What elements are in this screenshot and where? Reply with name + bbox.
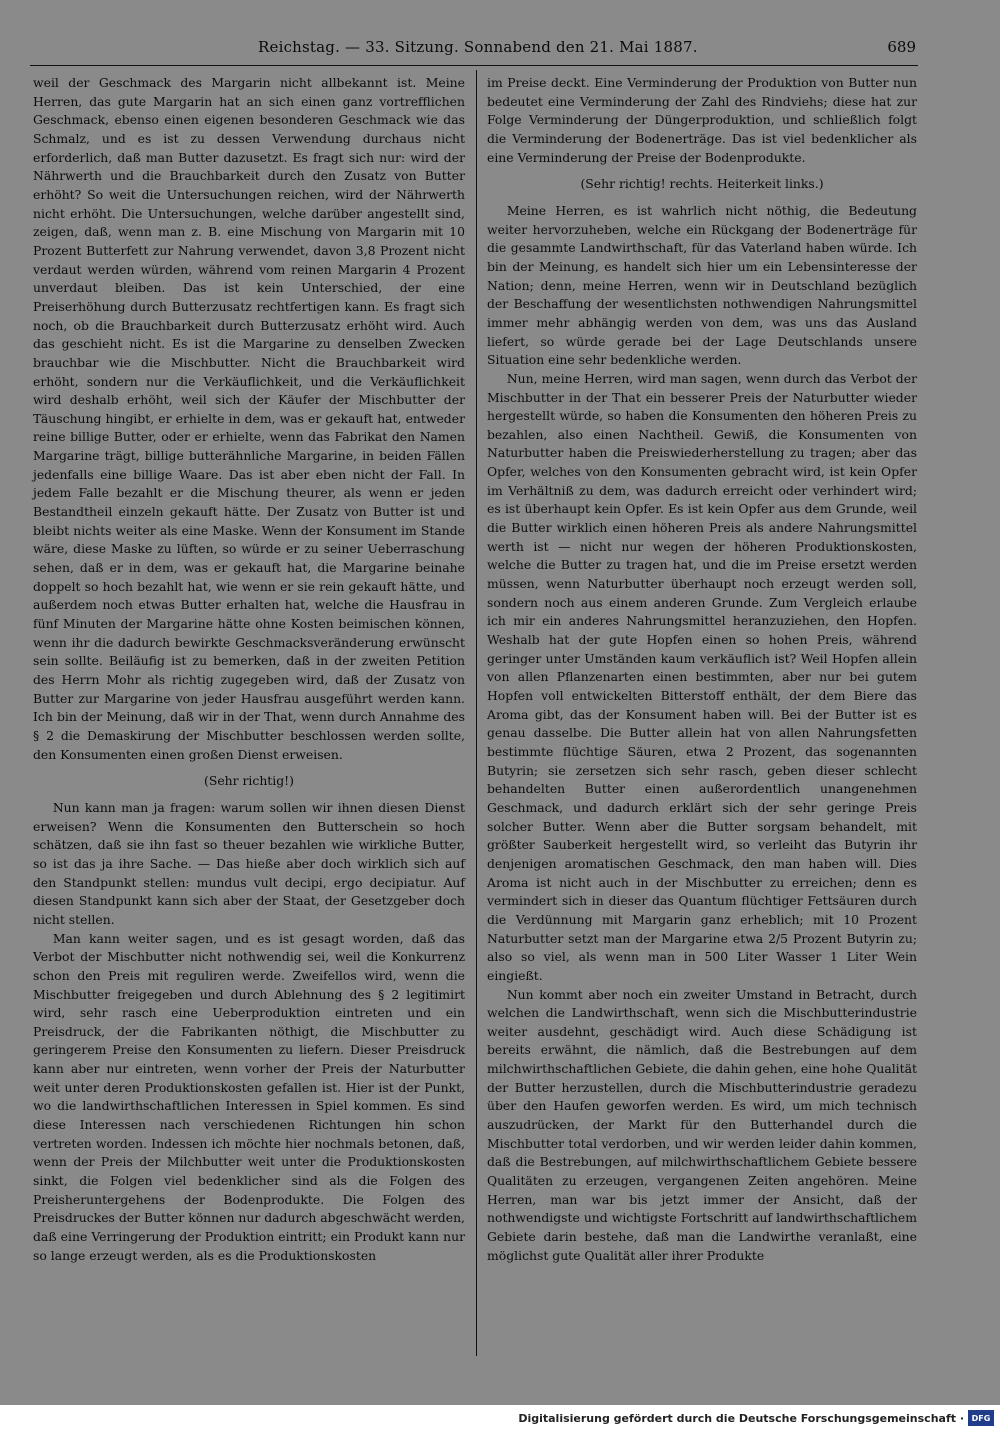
paragraph: Meine Herren, es ist wahrlich nicht nöthig, die Bedeutung weiter hervorzuheben, welche ein Rückgang der Bodenerträge für die gesammte Landwirthschaft, für das Vaterland haben würde. Ich bin der Meinung, es handelt sich hier um ein Lebensinteresse der Nation; denn, meine Herren, wenn wir in Deutschland bezüglich der Beschaffung der wesentlichsten nothwendigen Nahrungsmittel immer mehr abhängig werden von dem, was uns das Ausland liefert, so würde gerade bei der Lage Deutschlands unsere Situation eine sehr bedenkliche werden. <box>487 202 917 368</box>
dfg-logo: DFG <box>968 1410 994 1426</box>
interjection: (Sehr richtig!) <box>204 773 294 789</box>
paragraph: weil der Geschmack des Margarin nicht allbekannt ist. Meine Herren, das gute Margarin hat an sich einen ganz vortrefflichen Geschmack, ebenso einen eigenen besonderen Geschmack wie das Schmalz, und es ist zu dessen Verwendung durchaus nicht erforderlich, daß man Butter dazusetzt. Es fragt sich nur: wird der Nährwerth und die Brauchbarkeit durch den Zusatz von Butter erhöht? So weit die Untersuchungen reichen, wird der Nährwerth nicht erhöht. Die Untersuchungen, welche darüber angestellt sind, zeigen, daß, wenn man z. B. eine Mischung von Margarin mit 10 Prozent Butterfett zur Nahrung verwendet, davon 3,8 Prozent nicht verdaut werden würden, während vom reinen Margarin 4 Prozent unverdaut bleiben. Das ist kein Unterschied, der eine Preiserhöhung durch Butterzusatz rechtfertigen kann. Es fragt sich noch, ob die Brauchbarkeit durch Butterzusatz erhöht wird. Auch das geschieht nicht. Es ist die Margarine zu denselben Zwecken brauchbar wie die Mischbutter. Nicht die Brauchbarkeit wird erhöht, sondern nur die Verkäuflichkeit, und die Verkäuflichkeit wird deshalb erhöht, weil sich der Käufer der Mischbutter der Täuschung hingibt, er erhielte in dem, was er gekauft hat, entweder reine billige Butter, oder er erhielte, wenn das Fabrikat den Namen Margarine trägt, billige butterähnliche Margarine, in beiden Fällen jedenfalls eine billige Waare. Das ist aber eben nicht der Fall. In jedem Falle bezahlt er die Mischung theurer, als wenn er jeden Bestandtheil einzeln gekauft hätte. Der Zusatz von Butter ist und bleibt nichts weiter als eine Maske. Wenn der Konsument im Stande wäre, diese Maske zu lüften, so würde er zu seiner Ueberraschung sehen, daß er in dem, was er gekauft hat, die Margarine beinahe doppelt so hoch bezahlt hat, wie wenn er sie rein gekauft hätte, und außerdem noch etwas Butter erhalten hat, welche die Hausfrau in fünf Minuten der Margarine hätte ohne Kosten beimischen können, wenn ihr die dadurch bewirkte Geschmacksveränderung erwünscht sein sollte. Beiläufig ist zu bemerken, daß in der zweiten Petition des Herrn Mohr als richtig zugegeben wird, daß der Zusatz von Butter zur Margarine von jeder Hausfrau ausgeführt werden kann. Ich bin der Meinung, daß wir in der That, wenn durch Annahme des § 2 die Demaskirung der Mischbutter beschlossen werden sollte, den Konsumenten einen großen Dienst erweisen. <box>33 75 465 762</box>
right-column <box>487 74 917 1265</box>
paragraph: Man kann weiter sagen, und es ist gesagt worden, daß das Verbot der Mischbutter nicht nothwendig sei, weil die Konkurrenz schon den Preis mit reguliren werde. Zweifellos wird, wenn die Mischbutter freigegeben und durch Ablehnung des § 2 legitimirt wird, sehr rasch eine Ueberproduktion eintreten und ein Preisdruck, der die Fabrikanten nöthigt, die Mischbutter zu geringerem Preise den Konsumenten zu liefern. Dieser Preisdruck kann aber nur eintreten, wenn vorher der Preis der Naturbutter weit unter deren Produktionskosten gefallen ist. Hier ist der Punkt, wo die landwirthschaftlichen Interessen in Spiel kommen. Es sind diese Interessen nach verschiedenen Richtungen hin schon vertreten worden. Indessen ich möchte hier nochmals betonen, daß, wenn der Preis der Milchbutter weit unter die Produktionskosten sinkt, die Folgen viel bedenklicher sind als die Folgen des Preisheruntergehens der Bodenprodukte. Die Folgen des Preisdruckes der Butter können nur dadurch abgeschwächt werden, daß eine Verringerung der Produktion eintritt; ein Produkt kann nur so lange erzeugt werden, als es die Produktionskosten <box>33 930 465 1263</box>
left-column <box>33 74 465 1265</box>
header-title: Reichstag. — 33. Sitzung. Sonnabend den 21. Mai 1887. <box>258 38 698 56</box>
paragraph: Nun kann man ja fragen: warum sollen wir ihnen diesen Dienst erweisen? Wenn die Konsumenten den Butterschein so hoch schätzen, daß sie ihn fast so theuer bezahlen wie wirkliche Butter, so ist das ja ihre Sache. — Das hieße aber doch wirklich sich auf den Standpunkt stellen: mundus vult decipi, ergo decipiatur. Auf diesen Standpunkt kann sich aber der Staat, der Gesetzgeber doch nicht stellen. <box>33 799 465 927</box>
footer-bar <box>0 1405 1000 1432</box>
header-rule <box>30 65 918 66</box>
paragraph: Nun kommt aber noch ein zweiter Umstand in Betracht, durch welchen die Landwirthschaft, wenn sich die Mischbutterindustrie weiter ausdehnt, geschädigt wird. Auch diese Schädigung ist bereits erwähnt, die nämlich, daß die Bestrebungen auf dem milchwirthschaftlichen Gebiete, die dahin gehen, eine hohe Qualität der Butter herzustellen, durch die Mischbutterindustrie geradezu über den Haufen geworfen werden. Es wird, um mich technisch auszudrücken, der Markt für den Butterhandel durch die Mischbutter total verdorben, und wir werden leider dahin kommen, daß die Bestrebungen, auf milchwirthschaftlichem Gebiete bessere Qualitäten zu erzeugen, vergangenen Zeiten angehören. Meine Herren, man war bis jetzt immer der Ansicht, daß der nothwendigste und wichtigste Fortschritt auf landwirthschaftlichem Gebiete darin bestehe, daß man die Landwirthe veranlaßt, eine möglichst gute Qualität aller ihrer Produkte <box>487 986 917 1263</box>
page-header <box>30 36 916 62</box>
footer-credit: Digitalisierung gefördert durch die Deutsche Forschungsgemeinschaft · <box>518 1412 964 1425</box>
paragraph: im Preise deckt. Eine Verminderung der Produktion von Butter nun bedeutet eine Verminderung der Zahl des Rindviehs; diese hat zur Folge Verminderung der Düngerproduktion, und schließlich folgt die Verminderung der Bodenerträge. Das ist viel bedenklicher als eine Verminderung der Preise der Bodenprodukte. <box>487 75 917 165</box>
column-divider <box>476 70 477 1356</box>
interjection: (Sehr richtig! rechts. Heiterkeit links.) <box>580 176 824 192</box>
page-number: 689 <box>887 38 916 56</box>
paragraph: Nun, meine Herren, wird man sagen, wenn durch das Verbot der Mischbutter in der That ein besserer Preis der Naturbutter wieder hergestellt würde, so haben die Konsumenten den höheren Preis zu bezahlen, also einen Nachtheil. Gewiß, die Konsumenten von Naturbutter haben die Preiswiederherstellung zu tragen; aber das Opfer, welches von den Konsumenten gebracht wird, ist kein Opfer im Verhältniß zu dem, was dadurch erreicht oder verhindert wird; es ist überhaupt kein Opfer. Es ist kein Opfer aus dem Grunde, weil die Butter wirklich einen höheren Preis als andere Nahrungsmittel werth ist — nicht nur wegen der höheren Produktionskosten, welche die Butter zu tragen hat, und die im Preise ersetzt werden müssen, wenn Naturbutter überhaupt noch erzeugt werden soll, sondern noch aus einem anderen Grunde. Zum Vergleich erlaube ich mir ein anderes Nahrungsmittel heranzuziehen, den Hopfen. Weshalb hat der gute Hopfen einen so hohen Preis, während geringer unter Umständen kaum verkäuflich ist? Weil Hopfen allein von allen Pflanzenarten einen bestimmten, aber nur bei gutem Hopfen voll entwickelten Bitterstoff enthält, der dem Biere das Aroma gibt, das der Konsument haben will. Bei der Butter ist es genau dasselbe. Die Butter allein hat von allen Nahrungsfetten bestimmte flüchtige Säuren, etwa 2 Prozent, das sogenannten Butyrin; sie zersetzen sich sehr rasch, geben dieser schlecht behandelten Butter einen außerordentlich unangenehmen Geschmack, und dadurch erklärt sich der sehr geringe Preis solcher Butter. Wenn aber die Butter sorgsam behandelt, mit größter Sauberkeit hergestellt wird, so verleiht das Butyrin ihr denjenigen aromatischen Geschmack, den man haben will. Dies Aroma ist nicht auch in der Mischbutter zu erreichen; denn es vermindert sich in dieser das Quantum flüchtiger Fettsäuren durch die Verdünnung mit Margarin ganz erheblich; mit 10 Prozent Naturbutter setzt man der Margarine etwa 2/5 Prozent Butyrin zu; also so viel, als wenn man in 500 Liter Wasser 1 Liter Wein eingießt. <box>487 370 917 983</box>
